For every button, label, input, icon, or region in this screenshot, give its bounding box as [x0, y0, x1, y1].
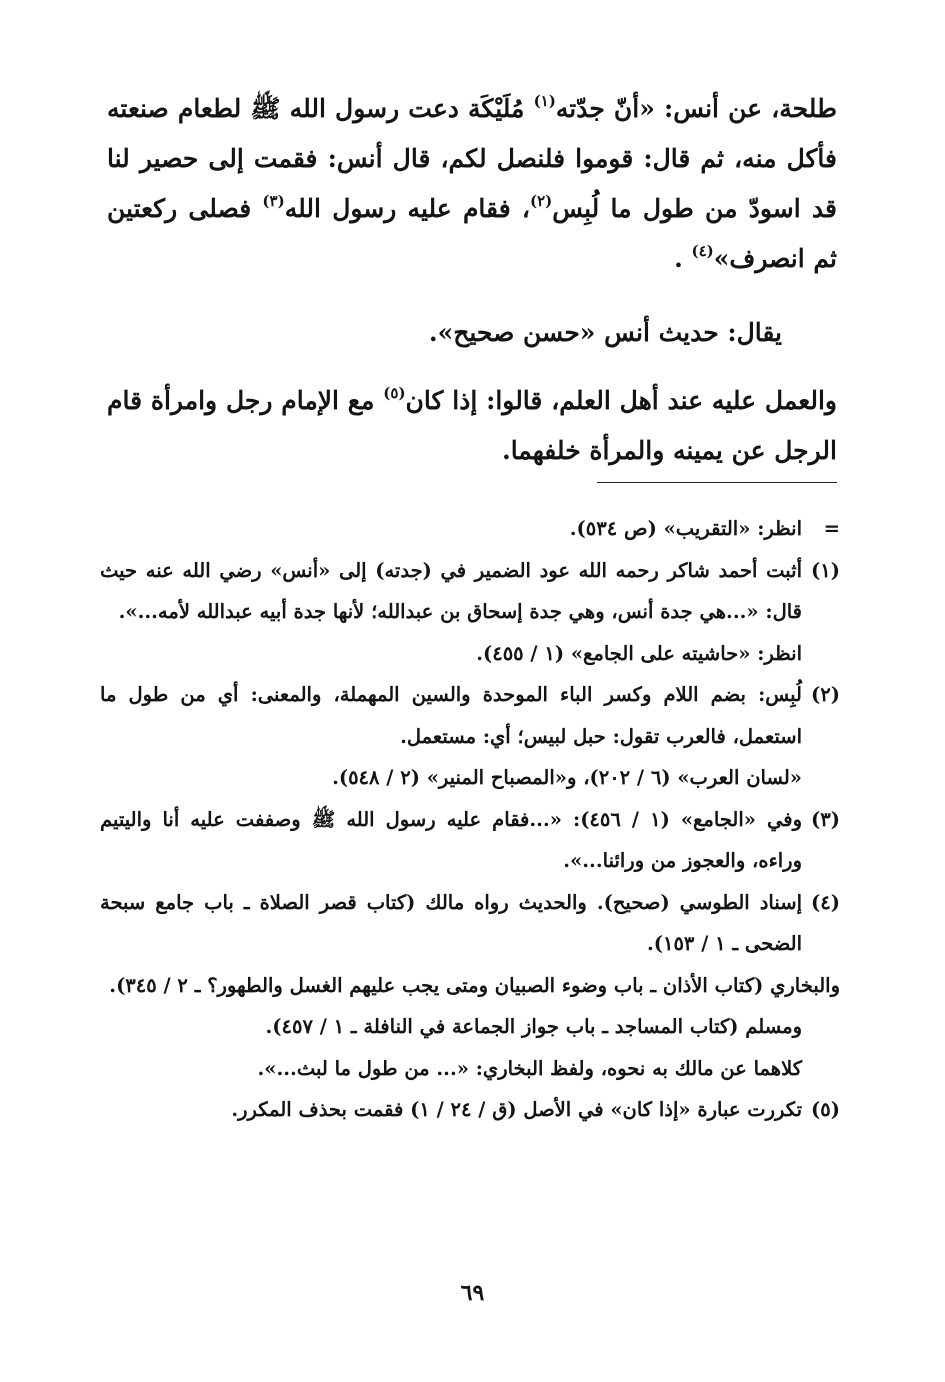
footnote-2	[100, 674, 840, 799]
carryover-text: انظر: «التقريب» (ص ٥٣٤).	[569, 517, 802, 540]
footnote-number: (٥)	[811, 1098, 840, 1121]
footnote-line: وفي «الجامع» (١ / ٤٥٦): «...فقام عليه رسول الله ﷺ وصففت عليه أنا واليتيم وراءه، والعجوز من ورائنا...».	[100, 807, 802, 872]
footnote-ref-1[interactable]: (١)	[533, 92, 556, 110]
footnote-ref-5[interactable]: (٥)	[383, 384, 406, 402]
footnote-5	[100, 1089, 840, 1131]
footnote-ref-3[interactable]: (٣)	[262, 192, 285, 210]
text-run: والعمل عليه عند أهل العلم، قالوا: إذا كان	[405, 386, 837, 415]
footnote-number: (٢)	[811, 683, 840, 706]
footnote-line: انظر: «حاشيته على الجامع» (١ / ٤٥٥).	[476, 641, 802, 665]
footnote-line: لُبِس: بضم اللام وكسر الباء الموحدة والسين المهملة، والمعنى: أي من طول ما استعمل، فالعرب تقول: حبل لبيس؛ أي: مستعمل.	[100, 683, 802, 748]
footnote-line: والبخاري (كتاب الأذان ـ باب وضوء الصبيان ومتى يجب عليهم الغسل والطهور؟ ـ ٢ / ٣٤٥).	[109, 973, 840, 997]
practice-paragraph	[107, 376, 837, 476]
footnote-3	[100, 799, 840, 882]
footnote-carryover	[100, 508, 840, 550]
footnote-line: تكررت عبارة «إذا كان» في الأصل (ق / ٢٤ / ١) فقمت بحذف المكرر.	[231, 1098, 802, 1121]
grading-paragraph: يقال: حديث أنس «حسن صحيح».	[428, 318, 782, 347]
footnote-number: (١)	[811, 558, 840, 582]
footnote-4	[100, 882, 840, 965]
footnote-line: أثبت أحمد شاكر رحمه الله عود الضمير في (جدته) إلى «أنس» رضي الله عنه حيث قال: «...هي جدة أنس، وهي جدة إسحاق بن عبدالله؛ لأنها جدة أبيه عبدالله لأمه...».	[100, 558, 802, 623]
footnote-line: ومسلم (كتاب المساجد ـ باب جواز الجماعة في النافلة ـ ١ / ٤٥٧).	[265, 1015, 802, 1038]
text-run: فصلى ركعتين ثم انصرف»	[107, 194, 837, 273]
footnotes	[100, 508, 840, 1131]
text-run: ، فقام عليه رسول الله	[284, 194, 530, 223]
main-text	[107, 84, 837, 476]
footnote-number: (٣)	[811, 807, 840, 831]
footnote-ref-4[interactable]: (٤)	[691, 242, 714, 260]
hadith-paragraph	[107, 84, 837, 284]
text-run: مُلَيْكَة دعت رسول الله ﷺ لطعام صنعته فأكل منه، ثم قال: قوموا فلنصل لكم، قال أنس: فقمت إلى حصير لنا قد اسودّ من طول ما لُبِس	[107, 94, 838, 223]
page-number: ٦٩	[460, 1280, 485, 1306]
footnote-ref-2[interactable]: (٢)	[529, 192, 553, 210]
text-run: طلحة، عن أنس: «أنّ جدّته	[555, 94, 837, 123]
footnote-4-continued	[100, 965, 840, 1090]
carryover-mark: =	[823, 517, 840, 540]
footnote-number: (٤)	[811, 890, 840, 914]
footnote-1	[100, 550, 840, 675]
text-run: .	[674, 244, 692, 273]
footnote-line: إسناد الطوسي (صحيح). والحديث رواه مالك (كتاب قصر الصلاة ـ باب جامع سبحة الضحى ـ ١ / ١٥٣).	[100, 890, 802, 955]
footnote-line: كلاهما عن مالك به نحوه، ولفظ البخاري: «... من طول ما لبث...».	[257, 1056, 802, 1080]
footnote-separator	[597, 482, 837, 483]
footnote-line: «لسان العرب» (٦ / ٢٠٢)، و«المصباح المنير» (٢ / ٥٤٨).	[332, 766, 802, 789]
text-run: مع الإمام رجل وامرأة قام الرجل عن يمينه والمرأة خلفهما.	[107, 386, 837, 465]
